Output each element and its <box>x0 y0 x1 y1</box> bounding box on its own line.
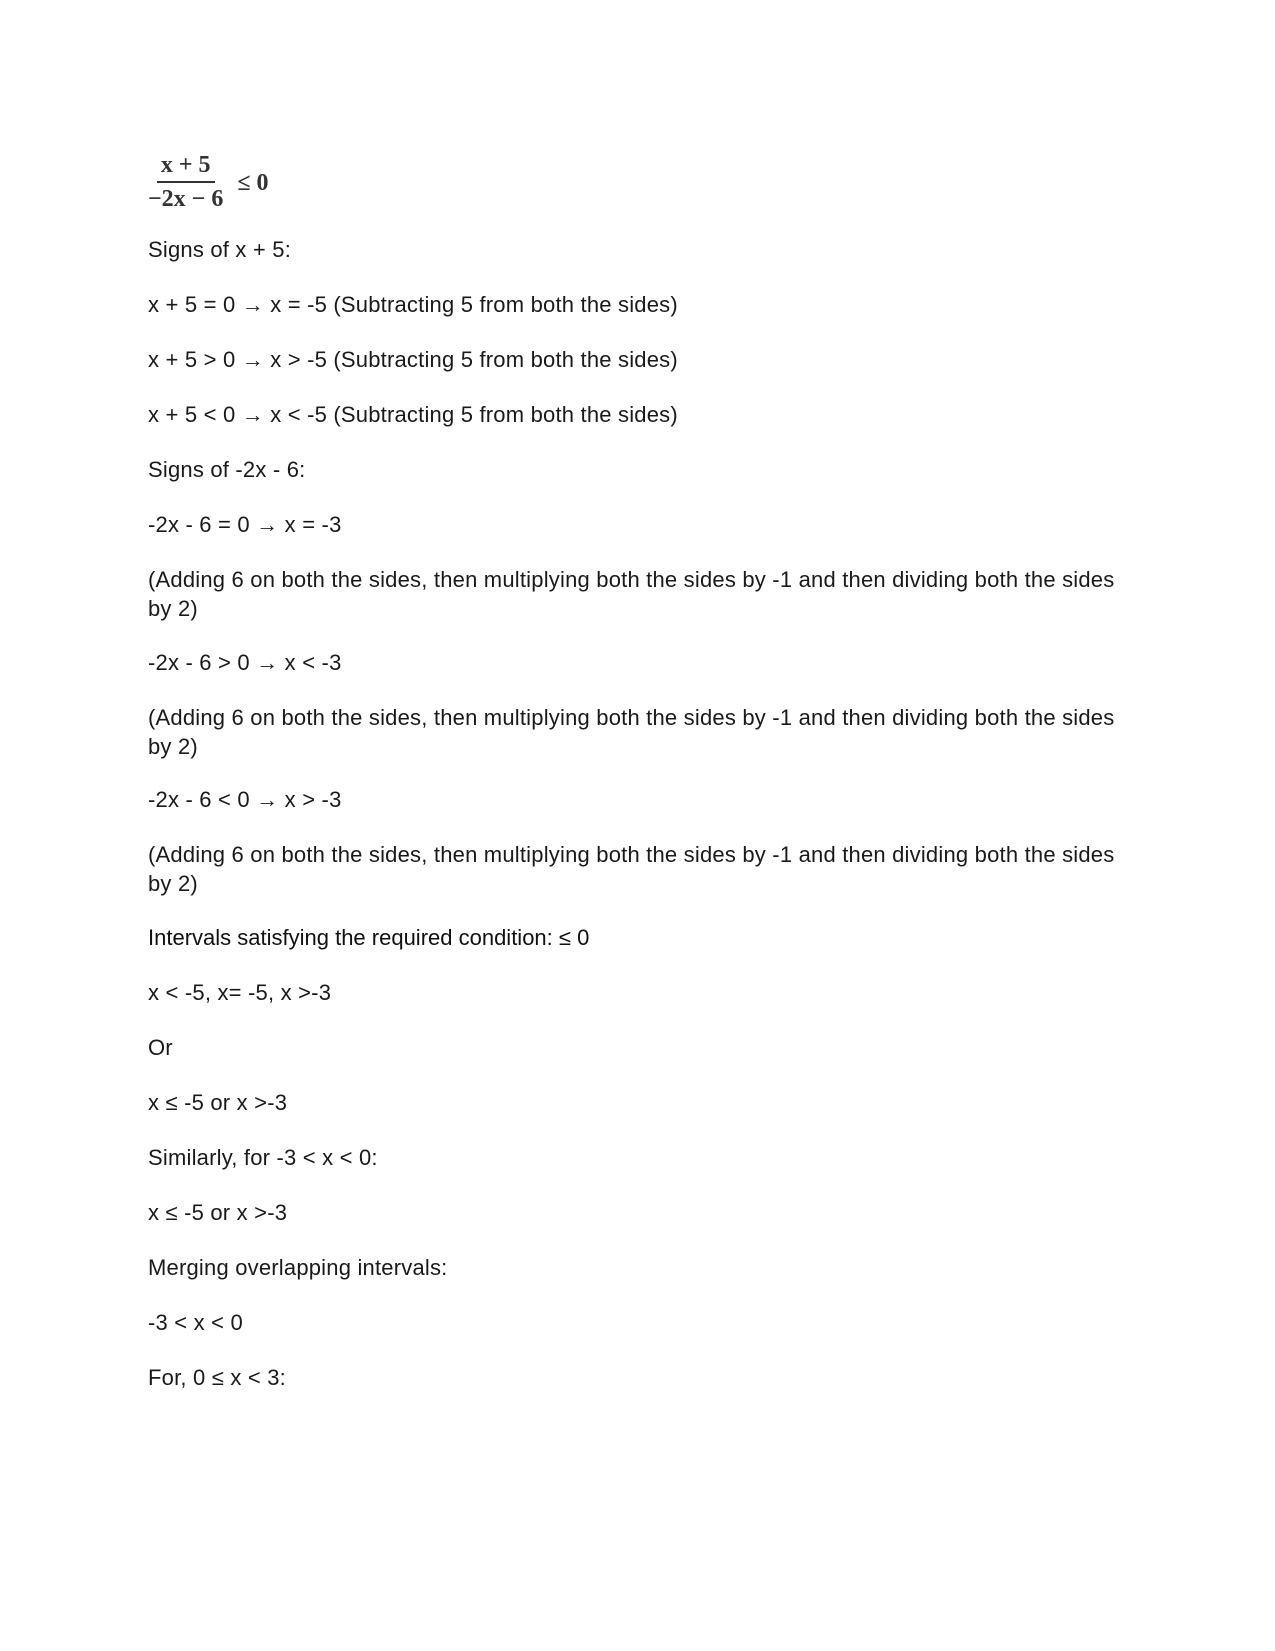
text-line: -2x - 6 < 0 → x > -3 <box>148 787 342 812</box>
inequality-relation: ≤ 0 <box>237 169 269 196</box>
text-line: Intervals satisfying the required condition: ≤ 0 <box>148 925 590 950</box>
text-line: Similarly, for -3 < x < 0: <box>148 1145 378 1170</box>
fraction-numerator: x + 5 <box>157 151 215 183</box>
text-line: x < -5, x= -5, x >-3 <box>148 980 332 1005</box>
text-paragraph: (Adding 6 on both the sides, then multiplying both the sides by -1 and then dividing both the sides by 2) <box>148 842 1115 896</box>
text-line: -3 < x < 0 <box>148 1310 243 1335</box>
text-line: Or <box>148 1035 173 1060</box>
text-line: x ≤ -5 or x >-3 <box>148 1200 288 1225</box>
text-line: -2x - 6 > 0 → x < -3 <box>148 650 342 675</box>
text-line: -2x - 6 = 0 → x = -3 <box>148 512 342 537</box>
text-line: Signs of -2x - 6: <box>148 457 306 482</box>
text-paragraph: (Adding 6 on both the sides, then multiplying both the sides by -1 and then dividing both the sides by 2) <box>148 567 1115 621</box>
inequality-formula <box>148 146 269 218</box>
text-line: For, 0 ≤ x < 3: <box>148 1365 286 1390</box>
fraction-denominator: −2x − 6 <box>148 186 224 212</box>
text-line: Signs of x + 5: <box>148 237 292 262</box>
fraction <box>148 151 223 213</box>
text-line: x + 5 < 0 → x < -5 (Subtracting 5 from both the sides) <box>148 402 678 427</box>
text-line: Merging overlapping intervals: <box>148 1255 448 1280</box>
text-paragraph: (Adding 6 on both the sides, then multiplying both the sides by -1 and then dividing both the sides by 2) <box>148 705 1115 759</box>
text-line: x + 5 = 0 → x = -5 (Subtracting 5 from both the sides) <box>148 292 678 317</box>
text-line: x + 5 > 0 → x > -5 (Subtracting 5 from both the sides) <box>148 347 678 372</box>
text-line: x ≤ -5 or x >-3 <box>148 1090 288 1115</box>
